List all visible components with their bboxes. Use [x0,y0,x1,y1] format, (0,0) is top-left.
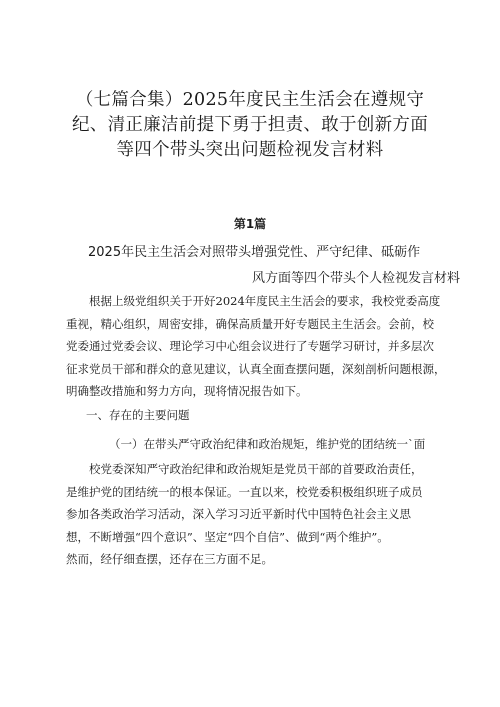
paragraph-line: 是维护党的团结统一的根本保证。一直以来，校党委积极组织班子成员 [66,484,423,499]
title-line-2: 纪、清正廉洁前提下勇于担责、敢于创新方面 [72,115,428,135]
paragraph-line: 党委通过党委会议、理论学习中心组会议进行了专题学习研讨，并多层次 [66,339,434,353]
subtitle-line-2: 风方面等四个带头个人检视发言材料 [251,271,460,286]
subsection-heading: （一）在带头严守政治纪律和政治规矩，维护党的团结统一`面 [109,437,426,451]
paragraph-line: 明确整改措施和努力方向，现将情况报告如下。 [66,384,308,398]
chapter-label: 第1篇 [233,217,267,231]
paragraph-line: 根据上级党组织关于开好2024年度民主生活会的要求，我校党委高度 [89,294,441,308]
paragraph-line: 参加各类政治学习活动，深入学习习近平新时代中国特色社会主义思 [66,507,411,521]
title-line-1: （七篇合集）2025年度民主生活会在遵规守 [75,90,425,110]
paragraph-line: 然而，经仔细查摆，还存在三方面不足。 [66,552,273,566]
section-subtitle [60,240,460,292]
section-heading: 一、存在的主要问题 [86,408,190,422]
paragraph-line: 重视，精心组织，周密安排，确保高质量开好专题民主生活会。会前，校 [66,316,434,331]
paragraph-line: 校党委深知严守政治纪律和政治规矩是党员干部的首要政治责任， [89,462,423,476]
subtitle-line-1: 2025年民主生活会对照带头增强党性、严守纪律、砥砺作 [88,245,421,260]
paragraph-line: 征求党员干部和群众的意见建议，认真全面查摆问题，深刻剖析问题根源， [66,361,446,376]
document-title [40,88,460,163]
body-paragraph [66,458,444,571]
intro-paragraph [66,290,444,403]
paragraph-line: 想，不断增强“四个意识”、坚定“四个自信”、做到“两个维护”。 [66,529,389,544]
title-line-3: 等四个带头突出问题检视发言材料 [116,140,384,160]
